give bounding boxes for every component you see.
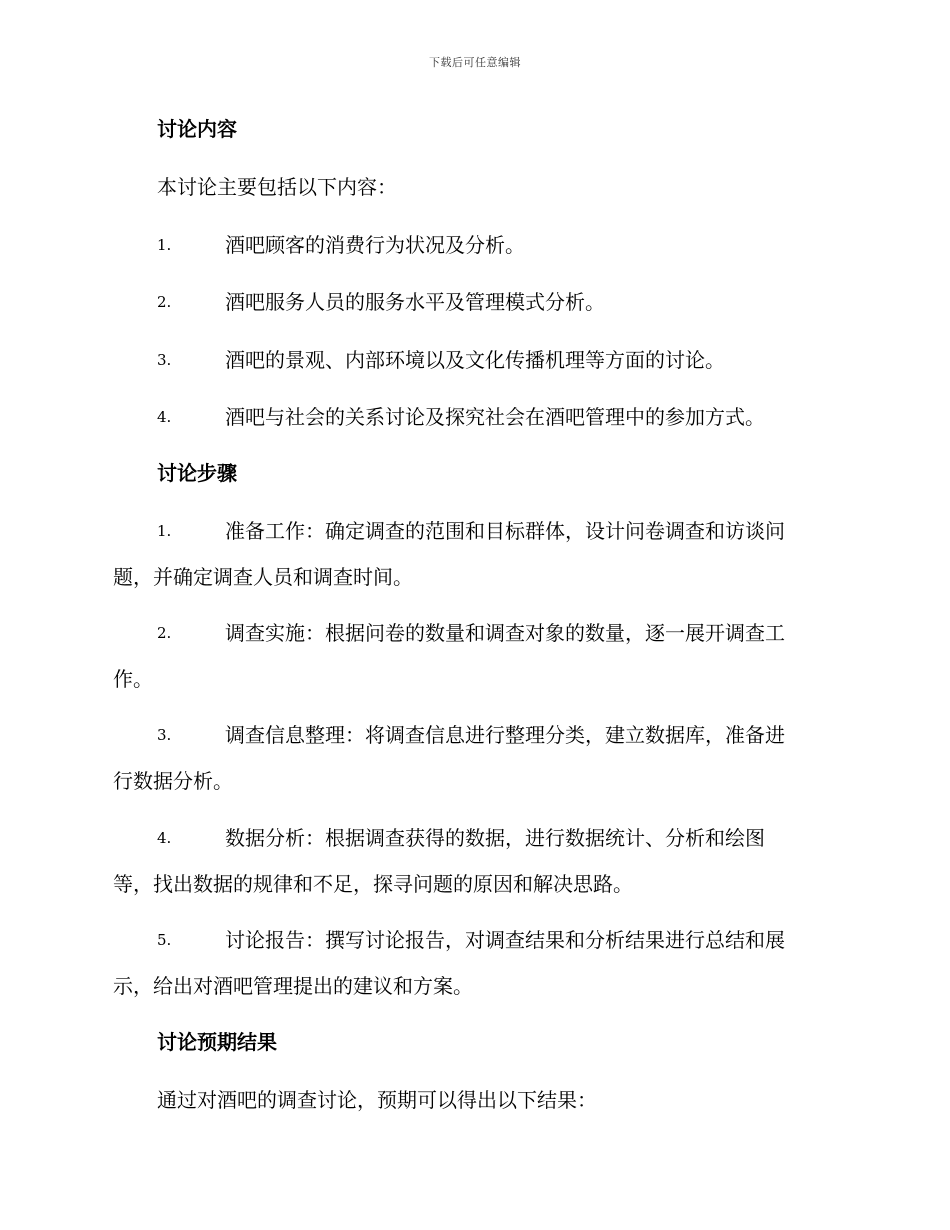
list-item-number: 1. — [157, 236, 172, 254]
list-item-text-cont: 等，找出数据的规律和不足，探寻问题的原因和解决思路。 — [113, 872, 633, 896]
section-intro-expected-results: 通过对酒吧的调查讨论，预期可以得出以下结果： — [157, 1088, 597, 1112]
list-item-number: 3. — [157, 351, 172, 369]
list-item-text: 调查信息整理：将调查信息进行整理分类，建立数据库，准备进 — [225, 723, 785, 747]
section-heading-expected-results: 讨论预期结果 — [157, 1030, 277, 1054]
list-item — [113, 610, 838, 702]
list-item — [113, 222, 838, 268]
list-item-number: 4. — [157, 829, 172, 847]
list-item-text: 酒吧的景观、内部环境以及文化传播机理等方面的讨论。 — [225, 348, 725, 372]
list-item-text-cont: 题，并确定调查人员和调查时间。 — [113, 565, 413, 589]
list-item — [113, 917, 838, 1009]
list-item — [113, 279, 838, 325]
list-item-number: 3. — [157, 726, 172, 744]
page-header-note: 下载后可任意编辑 — [429, 56, 521, 69]
list-item-text: 酒吧与社会的关系讨论及探究社会在酒吧管理中的参加方式。 — [225, 405, 765, 429]
list-item-number: 1. — [157, 522, 172, 540]
list-item-text-cont: 行数据分析。 — [113, 769, 233, 793]
list-item-number: 2. — [157, 293, 172, 311]
list-item-text-cont: 示，给出对酒吧管理提出的建议和方案。 — [113, 974, 473, 998]
list-item — [113, 394, 838, 440]
list-item — [113, 337, 838, 383]
list-item-text: 讨论报告：撰写讨论报告，对调查结果和分析结果进行总结和展 — [225, 928, 785, 952]
list-item — [113, 815, 838, 907]
section-heading-content: 讨论内容 — [157, 117, 237, 141]
section-heading-steps: 讨论步骤 — [157, 461, 237, 485]
list-item-text-cont: 作。 — [113, 667, 153, 691]
list-item-text: 准备工作：确定调查的范围和目标群体，设计问卷调查和访谈问 — [225, 519, 785, 543]
list-item — [113, 508, 838, 600]
list-item-number: 5. — [157, 931, 172, 949]
list-item-text: 数据分析：根据调查获得的数据，进行数据统计、分析和绘图 — [225, 826, 765, 850]
list-item-number: 2. — [157, 624, 172, 642]
section-intro-content: 本讨论主要包括以下内容： — [157, 175, 397, 199]
list-item — [113, 712, 838, 804]
list-item-text: 酒吧顾客的消费行为状况及分析。 — [225, 233, 525, 257]
list-item-text: 调查实施：根据问卷的数量和调查对象的数量，逐一展开调查工 — [225, 621, 785, 645]
list-item-text: 酒吧服务人员的服务水平及管理模式分析。 — [225, 290, 605, 314]
list-item-number: 4. — [157, 408, 172, 426]
